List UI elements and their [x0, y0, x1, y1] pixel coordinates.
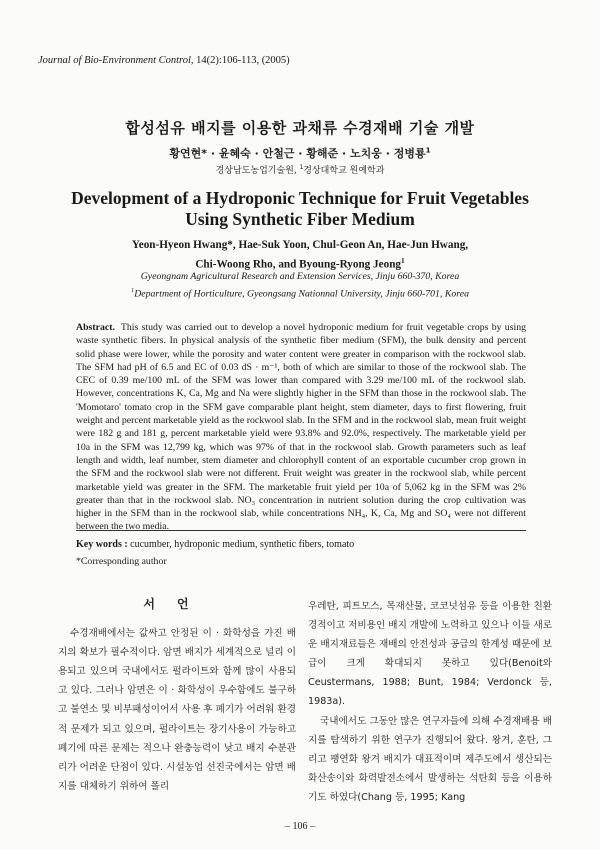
english-title: [0, 188, 600, 230]
keywords: [76, 539, 354, 550]
korean-affiliation-a: 경상남도농업기술원,: [215, 166, 297, 176]
body-right-column: [308, 597, 552, 807]
english-title-line2: Using Synthetic Fiber Medium: [185, 209, 415, 229]
korean-affiliation-b: 경상대학교 원예학과: [303, 166, 385, 176]
journal-name: Journal of Bio-Environment Control,: [38, 55, 194, 66]
abstract-label: Abstract.: [76, 322, 115, 333]
korean-affiliation: [0, 163, 600, 176]
keywords-label: Key words :: [76, 539, 128, 550]
korean-affiliation-sup: 1: [299, 165, 304, 171]
english-affiliations: [0, 270, 600, 300]
journal-header: [38, 55, 290, 66]
journal-volume: 14(2):106-113, (2005): [196, 55, 290, 66]
abstract-text: This study was carried out to develop a novel hydroponic medium for fruit vegetable crops by using waste synthetic fibers. In physical analysis of the synthetic fiber medium (SFM), the bulk density and percent solid phase were lower, while the porosity and water content were greater in comparison with the rockwool slab. The SFM had pH of 6.5 and EC of 0.03 dS · m⁻¹, both of which are similar to those of the rockwool slab. The CEC of 0.39 me/100 mL of the SFM was lower than compared with 3.29 me/100 mL of the rockwool slab. However, concentrations K, Ca, Mg and Na were slightly higher in the SFM than those in the rockwool slab. The 'Momotaro' tomato crop in the SFM gave comparable plant height, stem diameter, days to first flowering, fruit weight and percent marketable yield as the rockwool slab. In the SFM and in the rockwool slab, mean fruit weight were 182 g and 181 g, percent marketable yield were 93.8% and 92.0%, respectively. The marketable yield per 10a in the SFM was 12,799 kg, which was 97% of that in the rockwool slab. Growth parameters such as leaf length and width, leaf number, stem diameter and chlorophyll content of an exportable cucumber crop grown in the SFM and the rockwool slab were not different. Fruit weight was greater in the rockwool slab, while percent marketable yield was greater in the SFM. The marketable fruit yield per 10a of 5,062 kg in the SFM was 2% greater than that in the rockwool slab. NO₃ concentration in nutrient solution during the crop cultivation was higher in the SFM than in the rockwool slab, while concentrations NH₄, K, Ca, Mg and SO₄ were not different between the two media.: [76, 322, 526, 533]
section-title: 서언: [143, 597, 211, 611]
english-affiliation-1: Gyeongnam Agricultural Research and Extension Services, Jinju 660-370, Korea: [140, 271, 460, 282]
english-authors-line1: Yeon-Hyeon Hwang*, Hae-Suk Yoon, Chul-Geon An, Hae-Jun Hwang,: [131, 239, 469, 251]
english-affiliation-2-sup: 1: [131, 286, 135, 294]
body-paragraph: 수경재배에서는 값싸고 안정된 이 · 화학성을 가진 배지의 확보가 필수적이다. 암면 배지가 세계적으로 널리 이용되고 있으며 국내에서도 펄라이트와 함께 많이 사용되고 있다. 그러나 암면은 이 · 화학성이 우수함에도 불구하고 불연소 및 비부패성이어서 사용 후 폐기가 어려워 환경적 문제가 되고 있으며, 펄라이트는 장기사용이 가능하고 폐기에 따른 문제는 적으나 완충능력이 낮고 배지 수분관리가 어려운 단점이 있다. 시설농업 선진국에서는 암면 배지를 대체하기 위하여 폴리: [58, 628, 296, 792]
english-authors-line2: Chi-Woong Rho, and Byoung-Ryong Jeong: [195, 258, 402, 271]
korean-author-sup: 1: [425, 145, 431, 155]
english-title-line1: Development of a Hydroponic Technique for Fruit Vegetables: [71, 188, 529, 208]
english-affiliation-2: Department of Horticulture, Gyeongsang Nationnal University, Jinju 660-701, Korea: [134, 287, 469, 299]
korean-title: 합성섬유 배지를 이용한 과채류 수경재배 기술 개발: [125, 119, 475, 137]
korean-author-list: 황연현* · 윤혜숙 · 안철근 · 황해준 · 노치웅 · 정병룡: [169, 147, 426, 160]
abstract: [76, 321, 526, 534]
corresponding-author-note: *Corresponding author: [76, 556, 167, 567]
keywords-text: cucumber, hydroponic medium, synthetic fibers, tomato: [130, 539, 355, 550]
english-authors: [0, 237, 600, 273]
body-left-column: [58, 595, 296, 796]
body-paragraph: 국내에서도 그동안 많은 연구자들에 의해 수경재배용 배지를 탐색하기 위한 연구가 진행되어 왔다. 왕겨, 훈탄, 그리고 팽연화 왕겨 배지가 대표적이며 제주도에서 생산되는 화산송이와 화력발전소에서 발생하는 석탄회 등을 이용하기도 하였다(Chang 등, 1995; Kang: [308, 715, 552, 803]
korean-authors: [0, 145, 600, 161]
page-number: – 106 –: [285, 821, 315, 832]
abstract-divider: [76, 530, 526, 531]
body-paragraph: 우레탄, 피트모스, 목재산물, 코코넛섬유 등을 이용한 친환경적이고 저비용인 배지 개발에 노력하고 있으나 이들 새로운 배지재료들은 재배의 안전성과 공급의 한계성 때문에 보급이 크게 확대되지 못하고 있다(Benoit와 Ceustermans, 1988; Bunt, 1984; Verdonck 등, 1983a).: [308, 601, 552, 708]
english-authors-sup: 1: [401, 257, 405, 265]
